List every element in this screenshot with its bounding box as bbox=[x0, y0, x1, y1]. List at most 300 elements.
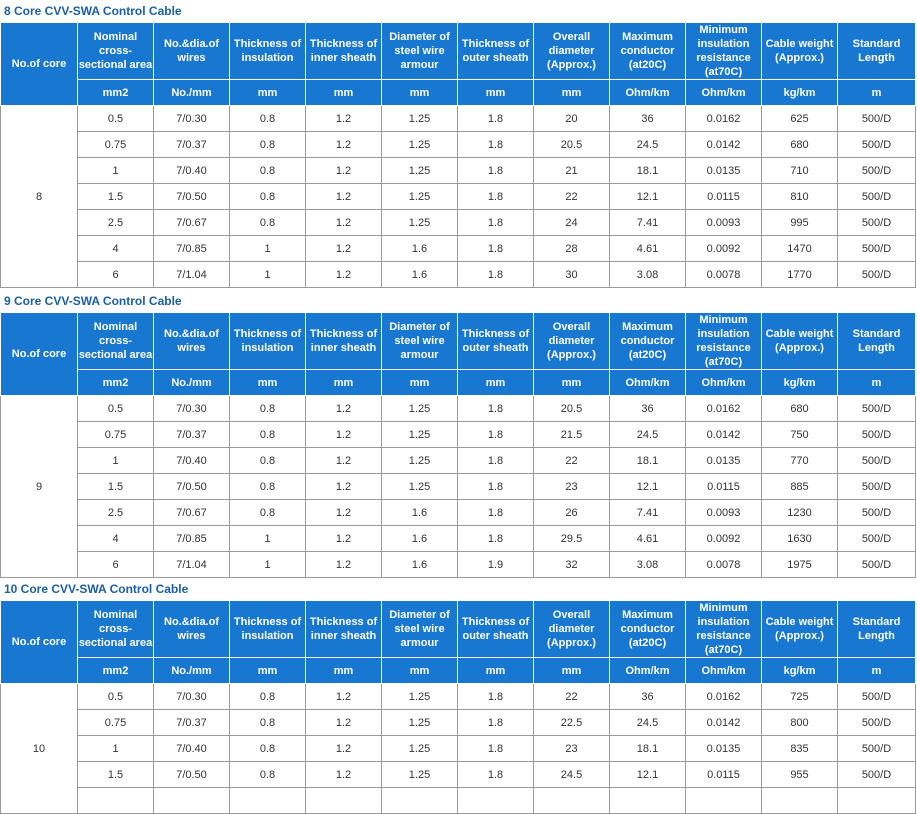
table-cell: 1.5 bbox=[78, 474, 154, 500]
column-header: Nominal cross-sectional area bbox=[78, 313, 154, 370]
table-cell: 1.6 bbox=[382, 500, 458, 526]
table-cell: 0.0078 bbox=[686, 552, 762, 578]
table-cell: 7/0.50 bbox=[154, 762, 230, 788]
core-count-cell: 9 bbox=[1, 396, 78, 578]
table-cell: 1.9 bbox=[458, 552, 534, 578]
unit-cell: mm bbox=[458, 80, 534, 106]
table-row bbox=[1, 448, 916, 474]
table-cell: 1.25 bbox=[382, 396, 458, 422]
column-header: Thickness of insulation bbox=[230, 23, 306, 80]
table-cell: 1.8 bbox=[458, 262, 534, 288]
table-cell: 4 bbox=[78, 236, 154, 262]
table-cell: 0.8 bbox=[230, 500, 306, 526]
table-cell: 0.5 bbox=[78, 684, 154, 710]
table-cell: 1.8 bbox=[458, 236, 534, 262]
table-cell: 1 bbox=[230, 552, 306, 578]
table-cell: 1.25 bbox=[382, 132, 458, 158]
table-cell: 0.0115 bbox=[686, 474, 762, 500]
table-cell: 18.1 bbox=[610, 158, 686, 184]
unit-cell: mm bbox=[382, 80, 458, 106]
table-cell: 2.5 bbox=[78, 500, 154, 526]
cable-section bbox=[0, 290, 917, 578]
table-cell: 500/D bbox=[838, 474, 916, 500]
table-cell: 955 bbox=[762, 762, 838, 788]
table-cell: 1.25 bbox=[382, 184, 458, 210]
table-cell: 500/D bbox=[838, 736, 916, 762]
unit-cell: mm bbox=[534, 370, 610, 396]
table-cell: 500/D bbox=[838, 396, 916, 422]
table-cell: 680 bbox=[762, 396, 838, 422]
unit-cell: No./mm bbox=[154, 80, 230, 106]
table-cell: 0.8 bbox=[230, 684, 306, 710]
unit-cell: Ohm/km bbox=[610, 370, 686, 396]
column-header: No.of core bbox=[1, 601, 78, 684]
table-cell: 1.2 bbox=[306, 262, 382, 288]
table-cell: 1.5 bbox=[78, 184, 154, 210]
spec-table bbox=[0, 22, 916, 288]
column-header: Minimum insulation resistance (at70C) bbox=[686, 601, 762, 658]
table-cell: 1975 bbox=[762, 552, 838, 578]
table-cell: 36 bbox=[610, 106, 686, 132]
unit-cell: Ohm/km bbox=[610, 658, 686, 684]
table-cell: 1.8 bbox=[458, 710, 534, 736]
column-header: Diameter of steel wire armour bbox=[382, 23, 458, 80]
table-cell: 7/0.30 bbox=[154, 684, 230, 710]
core-count-cell: 8 bbox=[1, 106, 78, 288]
table-cell: 22 bbox=[534, 184, 610, 210]
table-cell: 500/D bbox=[838, 106, 916, 132]
table-row bbox=[1, 788, 916, 814]
table-cell bbox=[78, 788, 154, 814]
table-cell: 1.2 bbox=[306, 210, 382, 236]
column-header: Thickness of outer sheath bbox=[458, 313, 534, 370]
table-cell: 1.25 bbox=[382, 762, 458, 788]
table-cell: 0.0135 bbox=[686, 736, 762, 762]
unit-cell: mm bbox=[458, 658, 534, 684]
section-title: 8 Core CVV-SWA Control Cable bbox=[4, 4, 182, 18]
table-cell: 1.2 bbox=[306, 474, 382, 500]
unit-cell: mm bbox=[230, 80, 306, 106]
table-cell: 1.2 bbox=[306, 684, 382, 710]
table-cell: 1 bbox=[78, 158, 154, 184]
table-cell: 24.5 bbox=[610, 710, 686, 736]
table-cell: 1.2 bbox=[306, 396, 382, 422]
table-cell: 0.0093 bbox=[686, 500, 762, 526]
table-cell: 22.5 bbox=[534, 710, 610, 736]
column-header: Cable weight (Approx.) bbox=[762, 23, 838, 80]
table-cell: 1.8 bbox=[458, 684, 534, 710]
section-title: 9 Core CVV-SWA Control Cable bbox=[4, 294, 182, 308]
table-cell: 500/D bbox=[838, 262, 916, 288]
column-header: Thickness of insulation bbox=[230, 313, 306, 370]
unit-cell: Ohm/km bbox=[686, 658, 762, 684]
table-cell: 0.0078 bbox=[686, 262, 762, 288]
table-cell: 810 bbox=[762, 184, 838, 210]
units-row bbox=[1, 370, 916, 396]
table-cell: 23 bbox=[534, 474, 610, 500]
table-cell: 0.8 bbox=[230, 132, 306, 158]
table-cell: 0.8 bbox=[230, 762, 306, 788]
table-row bbox=[1, 262, 916, 288]
table-cell: 0.8 bbox=[230, 158, 306, 184]
table-cell: 0.8 bbox=[230, 396, 306, 422]
table-cell: 1.8 bbox=[458, 396, 534, 422]
table-row bbox=[1, 396, 916, 422]
table-cell bbox=[382, 788, 458, 814]
table-cell: 4 bbox=[78, 526, 154, 552]
table-cell: 1.2 bbox=[306, 526, 382, 552]
table-cell: 24.5 bbox=[610, 132, 686, 158]
table-cell: 0.0115 bbox=[686, 184, 762, 210]
table-cell: 18.1 bbox=[610, 736, 686, 762]
table-cell: 1 bbox=[78, 448, 154, 474]
table-cell: 710 bbox=[762, 158, 838, 184]
table-cell: 1.8 bbox=[458, 448, 534, 474]
table-cell: 7.41 bbox=[610, 500, 686, 526]
table-cell: 7/0.37 bbox=[154, 422, 230, 448]
table-cell: 1.25 bbox=[382, 158, 458, 184]
table-cell: 12.1 bbox=[610, 474, 686, 500]
table-cell: 1 bbox=[230, 262, 306, 288]
table-body bbox=[1, 106, 916, 288]
table-cell: 1.8 bbox=[458, 106, 534, 132]
table-cell: 0.0093 bbox=[686, 210, 762, 236]
table-cell: 1230 bbox=[762, 500, 838, 526]
column-header: Thickness of outer sheath bbox=[458, 23, 534, 80]
table-cell: 625 bbox=[762, 106, 838, 132]
table-cell: 7/1.04 bbox=[154, 262, 230, 288]
table-cell: 1.5 bbox=[78, 762, 154, 788]
table-cell: 0.0115 bbox=[686, 762, 762, 788]
table-row bbox=[1, 762, 916, 788]
table-cell: 7/0.67 bbox=[154, 210, 230, 236]
table-cell: 22 bbox=[534, 448, 610, 474]
column-header: Overall diameter (Approx.) bbox=[534, 601, 610, 658]
table-cell: 1.8 bbox=[458, 736, 534, 762]
table-cell: 680 bbox=[762, 132, 838, 158]
column-header: Maximum conductor (at20C) bbox=[610, 23, 686, 80]
core-count-cell: 10 bbox=[1, 684, 78, 814]
table-cell: 3.08 bbox=[610, 262, 686, 288]
table-cell: 18.1 bbox=[610, 448, 686, 474]
table-cell: 28 bbox=[534, 236, 610, 262]
table-cell bbox=[230, 788, 306, 814]
table-cell: 20 bbox=[534, 106, 610, 132]
table-cell: 1.6 bbox=[382, 236, 458, 262]
table-row bbox=[1, 210, 916, 236]
table-row bbox=[1, 106, 916, 132]
table-cell: 29.5 bbox=[534, 526, 610, 552]
table-cell: 885 bbox=[762, 474, 838, 500]
unit-cell: m bbox=[838, 370, 916, 396]
table-cell: 1.6 bbox=[382, 552, 458, 578]
table-cell: 7/0.30 bbox=[154, 106, 230, 132]
column-header: Standard Length bbox=[838, 601, 916, 658]
table-cell: 500/D bbox=[838, 236, 916, 262]
table-cell: 750 bbox=[762, 422, 838, 448]
unit-cell: kg/km bbox=[762, 80, 838, 106]
column-header: Diameter of steel wire armour bbox=[382, 313, 458, 370]
table-cell: 0.75 bbox=[78, 422, 154, 448]
table-body bbox=[1, 684, 916, 814]
table-cell: 0.75 bbox=[78, 132, 154, 158]
table-row bbox=[1, 132, 916, 158]
table-cell: 1.25 bbox=[382, 106, 458, 132]
table-cell: 0.0142 bbox=[686, 422, 762, 448]
column-header: Thickness of inner sheath bbox=[306, 313, 382, 370]
table-cell: 0.0162 bbox=[686, 684, 762, 710]
table-cell: 12.1 bbox=[610, 184, 686, 210]
table-cell: 7/1.04 bbox=[154, 552, 230, 578]
unit-cell: mm2 bbox=[78, 658, 154, 684]
column-header: Overall diameter (Approx.) bbox=[534, 313, 610, 370]
table-cell: 24.5 bbox=[610, 422, 686, 448]
column-header: Nominal cross-sectional area bbox=[78, 23, 154, 80]
table-cell: 800 bbox=[762, 710, 838, 736]
unit-cell: Ohm/km bbox=[686, 370, 762, 396]
unit-cell: m bbox=[838, 80, 916, 106]
table-cell: 0.75 bbox=[78, 710, 154, 736]
table-cell: 0.0135 bbox=[686, 448, 762, 474]
table-cell: 1.2 bbox=[306, 158, 382, 184]
table-cell: 1.6 bbox=[382, 262, 458, 288]
unit-cell: Ohm/km bbox=[686, 80, 762, 106]
unit-cell: mm bbox=[306, 658, 382, 684]
table-cell: 1.2 bbox=[306, 236, 382, 262]
table-cell: 7/0.30 bbox=[154, 396, 230, 422]
table-cell: 0.0142 bbox=[686, 132, 762, 158]
unit-cell: mm bbox=[382, 658, 458, 684]
table-cell: 500/D bbox=[838, 158, 916, 184]
column-header: Standard Length bbox=[838, 313, 916, 370]
column-header: Maximum conductor (at20C) bbox=[610, 601, 686, 658]
table-cell: 1.8 bbox=[458, 526, 534, 552]
table-cell: 7/0.40 bbox=[154, 736, 230, 762]
table-cell: 3.08 bbox=[610, 552, 686, 578]
table-cell: 26 bbox=[534, 500, 610, 526]
table-cell bbox=[458, 788, 534, 814]
column-header: Thickness of insulation bbox=[230, 601, 306, 658]
table-cell: 24.5 bbox=[534, 762, 610, 788]
table-cell: 12.1 bbox=[610, 762, 686, 788]
table-row bbox=[1, 474, 916, 500]
table-cell: 0.5 bbox=[78, 106, 154, 132]
table-row bbox=[1, 710, 916, 736]
column-header: Diameter of steel wire armour bbox=[382, 601, 458, 658]
unit-cell: mm bbox=[306, 370, 382, 396]
table-cell bbox=[838, 788, 916, 814]
column-header: No.of core bbox=[1, 313, 78, 396]
column-header: Nominal cross-sectional area bbox=[78, 601, 154, 658]
header-row bbox=[1, 601, 916, 658]
table-cell bbox=[762, 788, 838, 814]
column-header: Standard Length bbox=[838, 23, 916, 80]
table-cell: 770 bbox=[762, 448, 838, 474]
table-cell: 995 bbox=[762, 210, 838, 236]
column-header: Minimum insulation resistance (at70C) bbox=[686, 23, 762, 80]
table-cell: 20.5 bbox=[534, 396, 610, 422]
table-cell: 1.8 bbox=[458, 422, 534, 448]
column-header: Cable weight (Approx.) bbox=[762, 313, 838, 370]
table-cell: 1.8 bbox=[458, 184, 534, 210]
column-header: Thickness of inner sheath bbox=[306, 601, 382, 658]
table-cell: 4.61 bbox=[610, 526, 686, 552]
unit-cell: mm bbox=[230, 370, 306, 396]
table-cell: 0.8 bbox=[230, 736, 306, 762]
table-row bbox=[1, 236, 916, 262]
table-cell: 21.5 bbox=[534, 422, 610, 448]
unit-cell: mm bbox=[534, 658, 610, 684]
table-cell: 1.2 bbox=[306, 710, 382, 736]
table-cell: 1.25 bbox=[382, 448, 458, 474]
table-cell: 22 bbox=[534, 684, 610, 710]
cable-section bbox=[0, 0, 917, 288]
table-cell: 0.8 bbox=[230, 184, 306, 210]
table-cell bbox=[534, 788, 610, 814]
table-cell: 500/D bbox=[838, 500, 916, 526]
table-cell: 1.2 bbox=[306, 552, 382, 578]
table-cell: 0.8 bbox=[230, 210, 306, 236]
table-cell: 1.8 bbox=[458, 762, 534, 788]
table-cell: 1.2 bbox=[306, 448, 382, 474]
table-cell: 500/D bbox=[838, 552, 916, 578]
table-cell: 24 bbox=[534, 210, 610, 236]
table-cell: 1 bbox=[230, 526, 306, 552]
unit-cell: kg/km bbox=[762, 370, 838, 396]
table-cell: 7/0.40 bbox=[154, 158, 230, 184]
table-cell: 0.5 bbox=[78, 396, 154, 422]
column-header: No.&dia.of wires bbox=[154, 601, 230, 658]
table-cell: 7/0.40 bbox=[154, 448, 230, 474]
table-row bbox=[1, 526, 916, 552]
table-cell: 1.8 bbox=[458, 210, 534, 236]
unit-cell: mm2 bbox=[78, 370, 154, 396]
unit-cell: m bbox=[838, 658, 916, 684]
table-cell: 7/0.67 bbox=[154, 500, 230, 526]
unit-cell: mm2 bbox=[78, 80, 154, 106]
table-cell: 1.2 bbox=[306, 132, 382, 158]
table-cell: 7/0.85 bbox=[154, 236, 230, 262]
table-cell: 1630 bbox=[762, 526, 838, 552]
table-header bbox=[1, 313, 916, 396]
header-row bbox=[1, 23, 916, 80]
section-title: 10 Core CVV-SWA Control Cable bbox=[4, 582, 189, 596]
column-header: Maximum conductor (at20C) bbox=[610, 313, 686, 370]
table-cell: 0.0092 bbox=[686, 236, 762, 262]
table-cell: 6 bbox=[78, 262, 154, 288]
column-header: No.&dia.of wires bbox=[154, 23, 230, 80]
unit-cell: No./mm bbox=[154, 658, 230, 684]
table-cell: 7/0.85 bbox=[154, 526, 230, 552]
units-row bbox=[1, 80, 916, 106]
units-row bbox=[1, 658, 916, 684]
table-cell: 4.61 bbox=[610, 236, 686, 262]
table-cell: 500/D bbox=[838, 448, 916, 474]
table-header bbox=[1, 23, 916, 106]
table-cell: 1.25 bbox=[382, 710, 458, 736]
table-cell: 7/0.50 bbox=[154, 474, 230, 500]
table-cell bbox=[686, 788, 762, 814]
table-cell: 1.2 bbox=[306, 106, 382, 132]
unit-cell: mm bbox=[230, 658, 306, 684]
table-cell: 1.2 bbox=[306, 500, 382, 526]
table-row bbox=[1, 158, 916, 184]
header-row bbox=[1, 313, 916, 370]
table-cell: 500/D bbox=[838, 184, 916, 210]
unit-cell: mm bbox=[534, 80, 610, 106]
table-cell: 23 bbox=[534, 736, 610, 762]
table-cell: 0.8 bbox=[230, 106, 306, 132]
table-cell: 30 bbox=[534, 262, 610, 288]
table-cell: 1.2 bbox=[306, 422, 382, 448]
table-cell: 0.0135 bbox=[686, 158, 762, 184]
column-header: Cable weight (Approx.) bbox=[762, 601, 838, 658]
table-cell: 1470 bbox=[762, 236, 838, 262]
table-cell: 20.5 bbox=[534, 132, 610, 158]
table-row bbox=[1, 184, 916, 210]
column-header: No.&dia.of wires bbox=[154, 313, 230, 370]
table-cell: 21 bbox=[534, 158, 610, 184]
table-row bbox=[1, 500, 916, 526]
table-body bbox=[1, 396, 916, 578]
column-header: No.of core bbox=[1, 23, 78, 106]
table-cell: 0.0162 bbox=[686, 106, 762, 132]
table-cell: 2.5 bbox=[78, 210, 154, 236]
unit-cell: No./mm bbox=[154, 370, 230, 396]
column-header: Minimum insulation resistance (at70C) bbox=[686, 313, 762, 370]
table-cell: 36 bbox=[610, 684, 686, 710]
table-cell bbox=[306, 788, 382, 814]
table-cell: 1.8 bbox=[458, 474, 534, 500]
table-cell: 1 bbox=[230, 236, 306, 262]
table-cell: 500/D bbox=[838, 422, 916, 448]
unit-cell: mm bbox=[382, 370, 458, 396]
table-cell: 7/0.37 bbox=[154, 132, 230, 158]
column-header: Overall diameter (Approx.) bbox=[534, 23, 610, 80]
table-cell: 1.25 bbox=[382, 474, 458, 500]
spec-table bbox=[0, 312, 916, 578]
table-cell: 1.8 bbox=[458, 132, 534, 158]
table-header bbox=[1, 601, 916, 684]
table-cell: 500/D bbox=[838, 132, 916, 158]
table-cell: 500/D bbox=[838, 526, 916, 552]
unit-cell: mm bbox=[458, 370, 534, 396]
table-cell: 1.2 bbox=[306, 736, 382, 762]
table-cell: 1.6 bbox=[382, 526, 458, 552]
table-cell bbox=[154, 788, 230, 814]
table-row bbox=[1, 422, 916, 448]
table-cell: 1.8 bbox=[458, 500, 534, 526]
table-cell: 0.8 bbox=[230, 474, 306, 500]
table-cell: 0.0092 bbox=[686, 526, 762, 552]
table-row bbox=[1, 684, 916, 710]
table-cell: 0.8 bbox=[230, 422, 306, 448]
table-cell: 835 bbox=[762, 736, 838, 762]
table-cell: 7.41 bbox=[610, 210, 686, 236]
table-cell: 1 bbox=[78, 736, 154, 762]
table-cell: 32 bbox=[534, 552, 610, 578]
table-cell: 0.0162 bbox=[686, 396, 762, 422]
table-cell: 1770 bbox=[762, 262, 838, 288]
table-cell: 1.25 bbox=[382, 422, 458, 448]
table-cell: 725 bbox=[762, 684, 838, 710]
table-cell: 0.8 bbox=[230, 710, 306, 736]
table-cell: 1.25 bbox=[382, 210, 458, 236]
table-cell: 36 bbox=[610, 396, 686, 422]
table-cell bbox=[610, 788, 686, 814]
spec-table bbox=[0, 600, 916, 814]
table-cell: 1.25 bbox=[382, 736, 458, 762]
